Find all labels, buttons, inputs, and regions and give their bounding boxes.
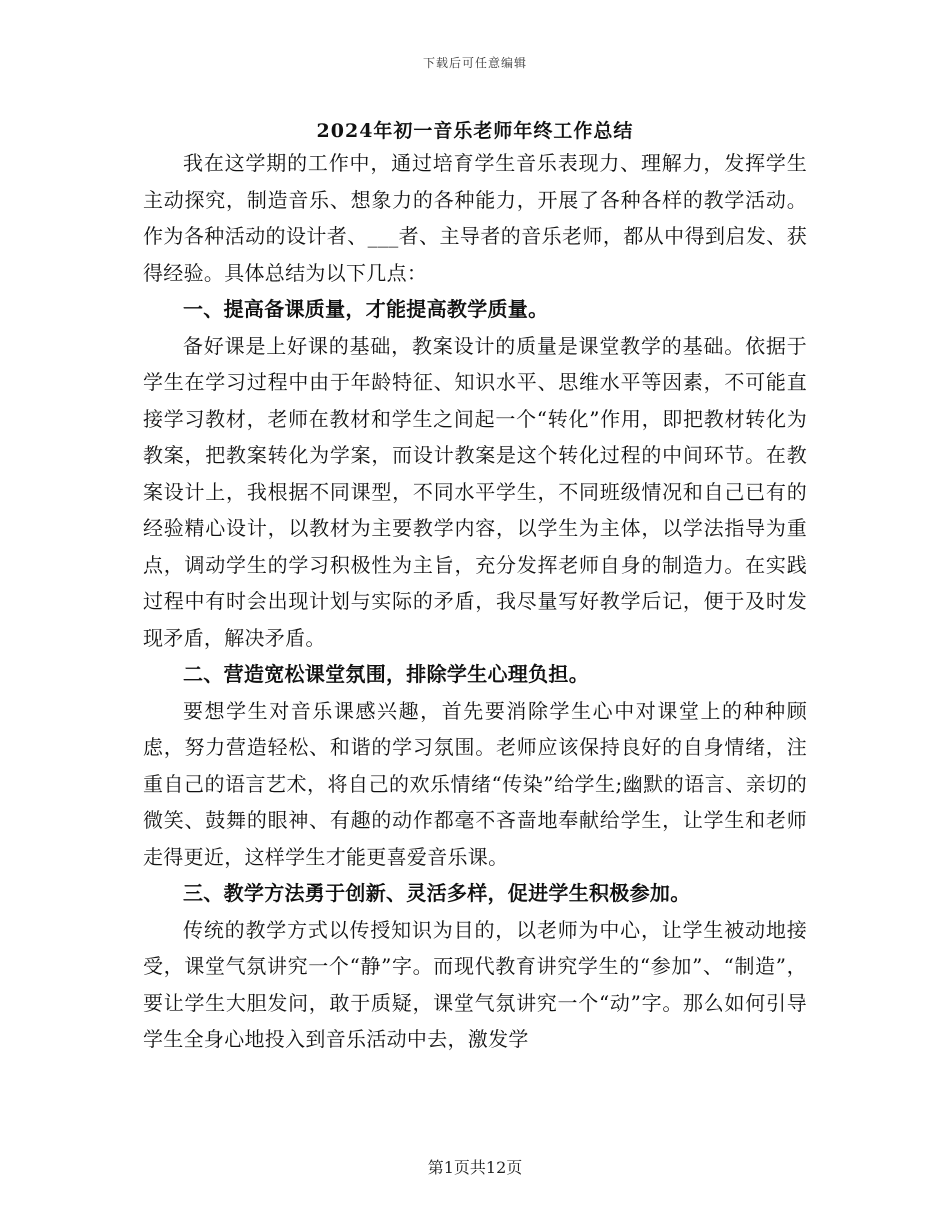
section-heading-3: 三、教学方法勇于创新、灵活多样，促进学生积极参加。: [183, 881, 691, 905]
paragraph-section-2: 要想学生对音乐课感兴趣，首先要消除学生心中对课堂上的种种顾虑，努力营造轻松、和谐的学习氛围。老师应该保持良好的自身情绪，注重自己的语言艺术，将自己的欢乐情绪“传染”给学生;幽默的语言、亲切的微笑、鼓舞的眼神、有趣的动作都毫不吝啬地奉献给学生，让学生和老师走得更近，这样学生才能更喜爱音乐课。: [143, 698, 807, 869]
paragraph-intro: 我在这学期的工作中，通过培育学生音乐表现力、理解力，发挥学生主动探究，制造音乐、想象力的各种能力，开展了各种各样的教学活动。作为各种活动的设计者、___者、主导者的音乐老师，都从中得到启发、获得经验。具体总结为以下几点：: [143, 151, 807, 285]
document-title: 2024年初一音乐老师年终工作总结: [316, 120, 634, 142]
document-body: [143, 145, 807, 1058]
paragraph-section-3: 传统的教学方式以传授知识为目的，以老师为中心，让学生被动地接受，课堂气氛讲究一个“静”字。而现代教育讲究学生的“参加”、“制造”，要让学生大胆发问，敢于质疑，课堂气氛讲究一个“动”字。那么如何引导学生全身心地投入到音乐活动中去，激发学: [143, 917, 807, 1051]
section-heading-2: 二、营造宽松课堂氛围，排除学生心理负担。: [183, 662, 589, 686]
page-number-footer: 第1页共12页: [427, 1158, 523, 1177]
header-note: 下载后可任意编辑: [422, 56, 527, 70]
section-heading-1: 一、提高备课质量，才能提高教学质量。: [183, 297, 549, 321]
paragraph-section-1: 备好课是上好课的基础，教案设计的质量是课堂教学的基础。依据于学生在学习过程中由于年龄特征、知识水平、思维水平等因素，不可能直接学习教材，老师在教材和学生之间起一个“转化”作用，即把教材转化为教案，把教案转化为学案，而设计教案是这个转化过程的中间环节。在教案设计上，我根据不同课型，不同水平学生，不同班级情况和自己已有的经验精心设计，以教材为主要教学内容，以学生为主体，以学法指导为重点，调动学生的学习积极性为主旨，充分发挥老师自身的制造力。在实践过程中有时会出现计划与实际的矛盾，我尽量写好教学后记，便于及时发现矛盾，解决矛盾。: [143, 333, 807, 650]
